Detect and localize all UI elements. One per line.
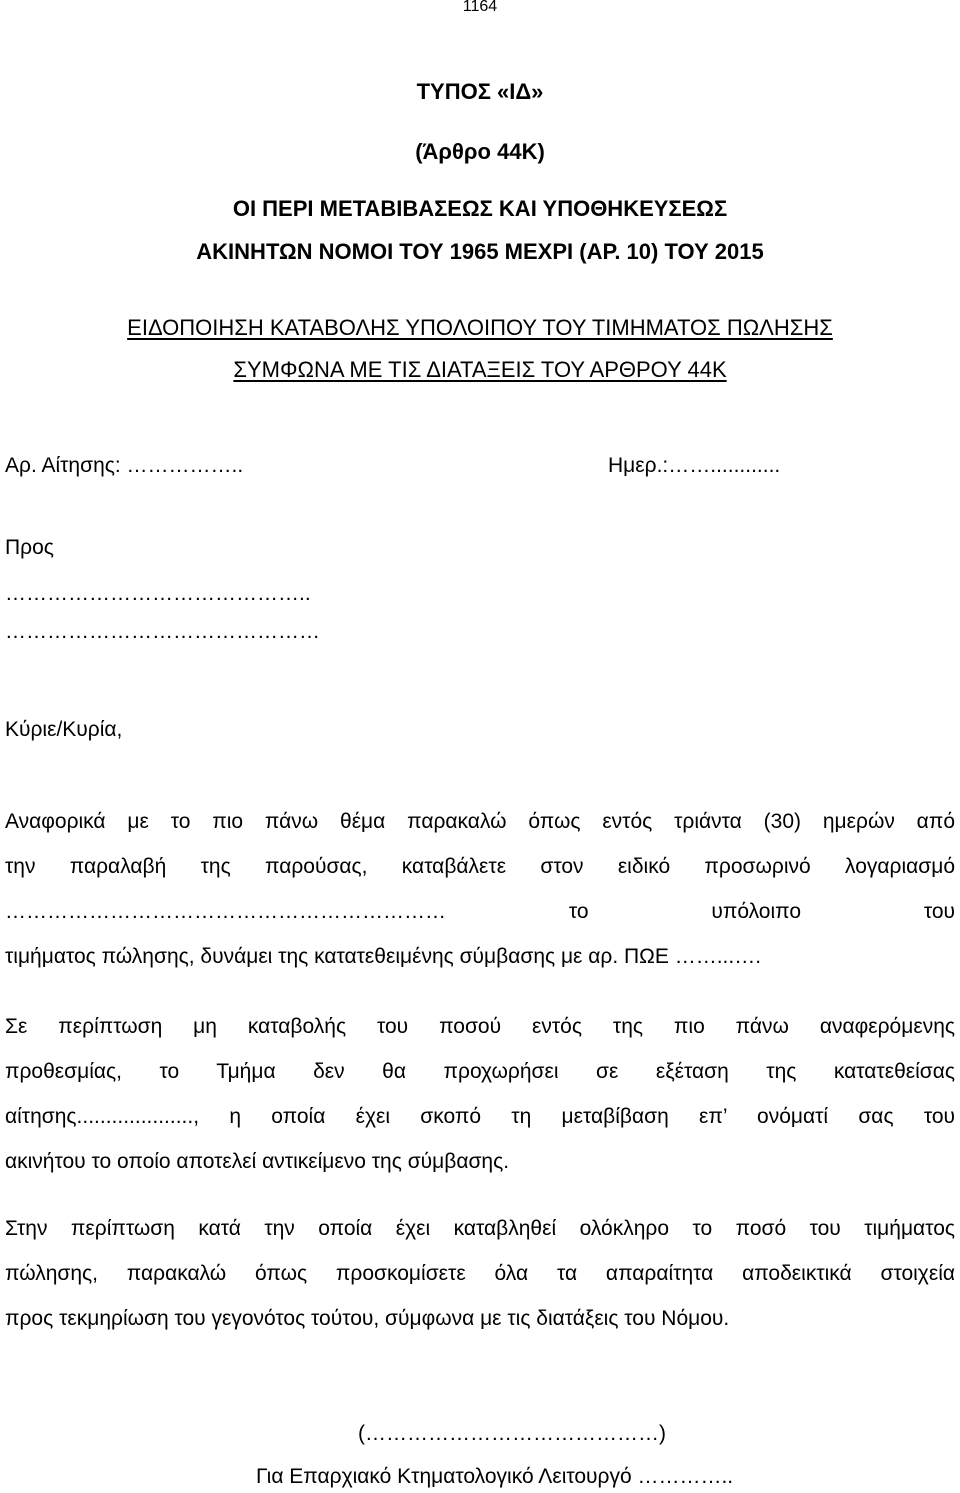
recipient-label: Προς bbox=[5, 536, 54, 559]
paragraph-full-payment bbox=[5, 1206, 955, 1341]
paragraph-non-payment bbox=[5, 1004, 955, 1184]
paragraph-2-line-1: Σε περίπτωση μη καταβολής του ποσού εντός της πιο πάνω αναφερόμενης bbox=[5, 1015, 955, 1038]
paragraph-2-line-2: προθεσμίας, το Τμήμα δεν θα προχωρήσει σε εξέταση της κατατεθείσας bbox=[5, 1060, 955, 1083]
paragraph-1-line-1: Αναφορικά με το πιο πάνω θέμα παρακαλώ όπως εντός τριάντα (30) ημερών από bbox=[5, 810, 955, 833]
law-title-line-2: ΑΚΙΝΗΤΩΝ ΝΟΜΟΙ ΤΟΥ 1965 ΜΕΧΡΙ (ΑΡ. 10) ΤΟΥ 2015 bbox=[196, 239, 764, 264]
signature-name-placeholder: (……………………………………) bbox=[358, 1422, 666, 1445]
paragraph-1-line-2: την παραλαβή της παρούσας, καταβάλετε στον ειδικό προσωρινό λογαριασμό bbox=[5, 855, 955, 878]
signature-officer-line: Για Επαρχιακό Κτηματολογικό Λειτουργό ………….. bbox=[256, 1465, 734, 1488]
paragraph-2-line-4: ακινήτου το οποίο αποτελεί αντικείμενο της σύμβασης. bbox=[5, 1150, 510, 1173]
paragraph-1-line-4: τιμήματος πώλησης, δυνάμει της κατατεθειμένης σύμβασης με αρ. ΠΩΕ ……...…. bbox=[5, 945, 762, 968]
recipient-line-2: ……………………………………… bbox=[5, 620, 320, 643]
subject-line-1: ΕΙΔΟΠΟΙΗΣΗ ΚΑΤΑΒΟΛΗΣ ΥΠΟΛΟΙΠΟΥ ΤΟΥ ΤΙΜΗΜΑΤΟΣ ΠΩΛΗΣΗΣ bbox=[127, 315, 833, 340]
paragraph-payment-request bbox=[5, 799, 955, 979]
subject-line-2: ΣΥΜΦΩΝΑ ΜΕ ΤΙΣ ΔΙΑΤΑΞΕΙΣ ΤΟΥ ΑΡΘΡΟΥ 44Κ bbox=[233, 357, 727, 382]
form-title: ΤΥΠΟΣ «ΙΔ» bbox=[416, 79, 544, 104]
law-title-line-1: ΟΙ ΠΕΡΙ ΜΕΤΑΒΙΒΑΣΕΩΣ ΚΑΙ ΥΠΟΘΗΚΕΥΣΕΩΣ bbox=[232, 196, 728, 221]
paragraph-3-line-1: Στην περίπτωση κατά την οποία έχει καταβληθεί ολόκληρο το ποσό του τιμήματος bbox=[5, 1217, 955, 1240]
page-number: 1164 bbox=[462, 0, 498, 15]
salutation: Κύριε/Κυρία, bbox=[5, 718, 123, 741]
paragraph-1-line-3: ……………………………………………………… το υπόλοιπο του bbox=[5, 900, 955, 923]
account-number-placeholder: ……………………………………………………… bbox=[5, 900, 446, 923]
paragraph-3-line-3: προς τεκμηρίωση του γεγονότος τούτου, σύμφωνα με τις διατάξεις του Νόμου. bbox=[5, 1307, 730, 1330]
recipient-line-1: …………………………………….. bbox=[5, 582, 311, 605]
article-reference: (Άρθρο 44Κ) bbox=[415, 139, 545, 164]
application-date: Ημερ.:……............ bbox=[608, 454, 781, 477]
paragraph-2-line-3: αίτησης...................., η οποία έχει σκοπό τη μεταβίβαση επ’ ονόματί σας του bbox=[5, 1105, 955, 1128]
paragraph-3-line-2: πώλησης, παρακαλώ όπως προσκομίσετε όλα τα απαραίτητα αποδεικτικά στοιχεία bbox=[5, 1262, 955, 1285]
application-number: Αρ. Αίτησης: …………….. bbox=[5, 454, 244, 477]
